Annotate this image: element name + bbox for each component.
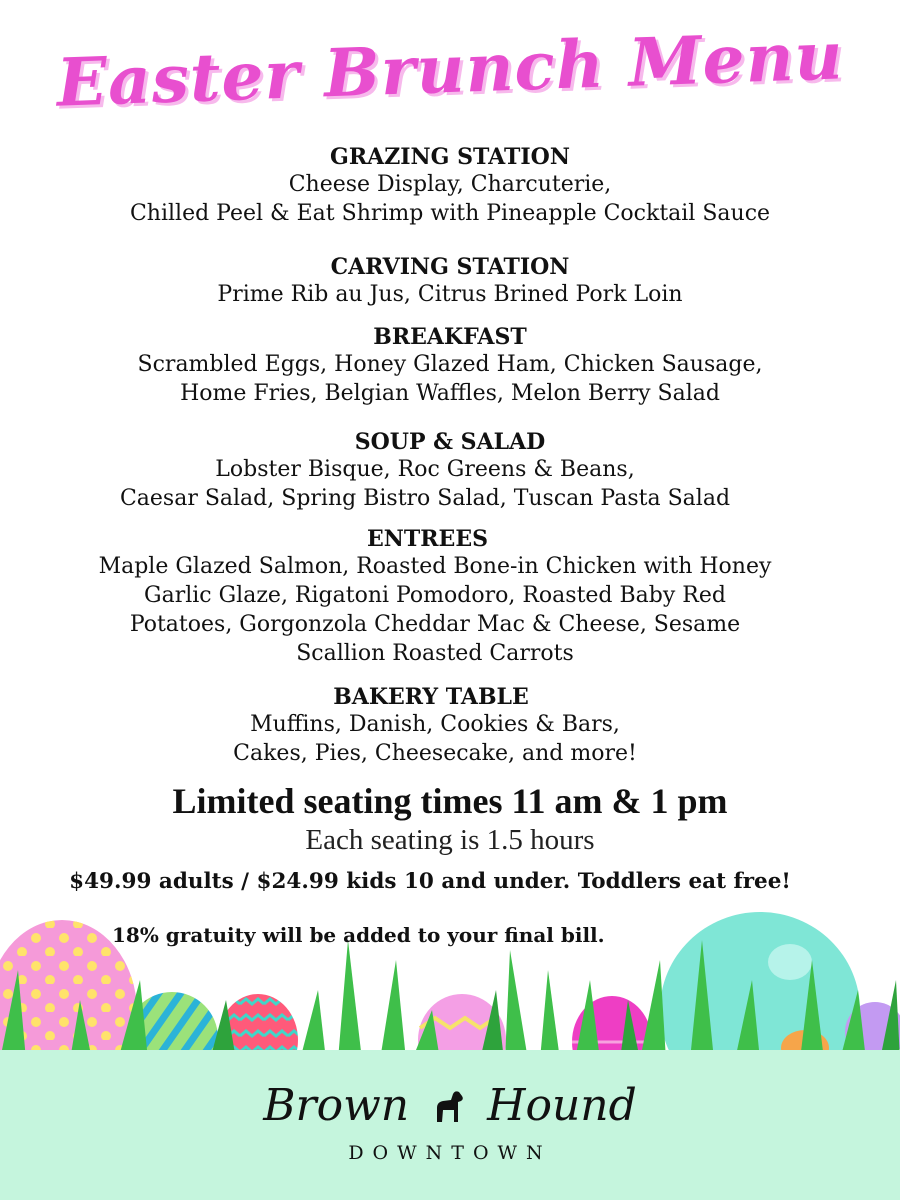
section-carving-station	[0, 254, 900, 309]
section-line: Home Fries, Belgian Waffles, Melon Berry Salad	[180, 381, 720, 406]
section-heading: GRAZING STATION	[330, 144, 570, 170]
section-line: Muffins, Danish, Cookies & Bars,	[250, 712, 620, 737]
section-heading: CARVING STATION	[330, 254, 570, 280]
price-line: $49.99 adults / $24.99 kids 10 and under. Toddlers eat free!	[69, 869, 791, 894]
menu-title: Easter Brunch Menu	[55, 16, 845, 122]
section-line: Garlic Glaze, Rigatoni Pomodoro, Roasted Baby Red	[144, 583, 726, 608]
brand-logo	[0, 1080, 900, 1131]
section-heading: BAKERY TABLE	[333, 684, 529, 710]
section-entrees	[0, 526, 900, 668]
section-breakfast	[0, 324, 900, 408]
section-line: Scrambled Eggs, Honey Glazed Ham, Chicken Sausage,	[137, 352, 763, 377]
brand-name-right: Hound	[487, 1080, 637, 1131]
section-line: Chilled Peel & Eat Shrimp with Pineapple Cocktail Sauce	[129, 201, 771, 226]
seating-times: Limited seating times 11 am & 1 pm	[172, 781, 728, 821]
section-heading: ENTREES	[367, 526, 488, 552]
brand-name-left: Brown	[263, 1080, 410, 1131]
brand-subtitle: DOWNTOWN	[348, 1142, 552, 1164]
teal-egg	[660, 912, 860, 1060]
section-line: Prime Rib au Jus, Citrus Brined Pork Loin	[217, 282, 683, 307]
section-soup-salad	[0, 429, 900, 513]
section-line: Cakes, Pies, Cheesecake, and more!	[233, 741, 637, 766]
section-bakery-table	[0, 684, 900, 768]
dog-icon	[431, 1088, 465, 1124]
gratuity-note: 18% gratuity will be added to your final bill.	[112, 923, 605, 947]
section-line: Lobster Bisque, Roc Greens & Beans,	[215, 457, 635, 482]
section-line: Caesar Salad, Spring Bistro Salad, Tuscan Pasta Salad	[119, 486, 731, 511]
section-line: Potatoes, Gorgonzola Cheddar Mac & Cheese, Sesame	[129, 612, 741, 637]
section-line: Maple Glazed Salmon, Roasted Bone-in Chicken with Honey	[98, 554, 772, 579]
section-line: Cheese Display, Charcuterie,	[288, 172, 612, 197]
section-line: Scallion Roasted Carrots	[296, 641, 574, 666]
section-heading: BREAKFAST	[373, 324, 527, 350]
section-grazing-station	[0, 144, 900, 228]
section-heading: SOUP & SALAD	[354, 429, 546, 455]
seating-duration: Each seating is 1.5 hours	[305, 824, 595, 856]
